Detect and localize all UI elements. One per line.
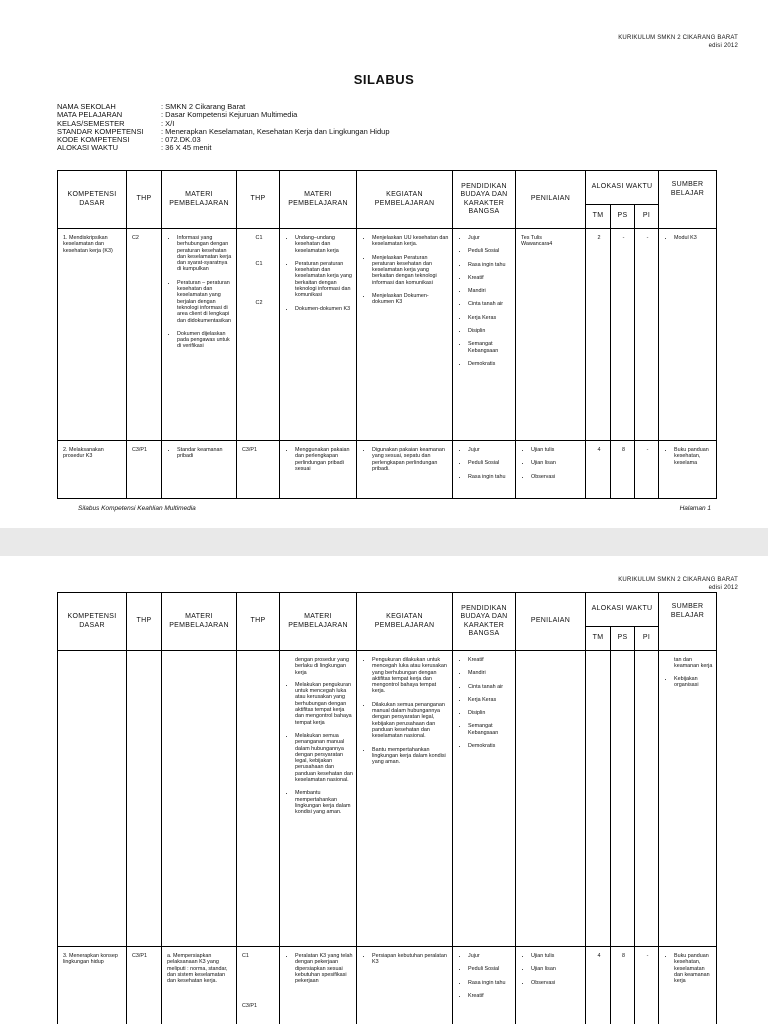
sumber-continuation: tan dan keamanan kerja xyxy=(674,657,713,670)
list-item: • Mandiri xyxy=(468,670,512,676)
materi-cell xyxy=(280,441,357,499)
kegiatan-cell xyxy=(357,229,453,441)
meta-row xyxy=(57,144,390,152)
header-materi: MATERI PEMBELAJARAN xyxy=(162,171,237,229)
list-item: • Buku panduan kesehatan, keselama xyxy=(674,447,713,466)
list-item: • Peraturan peraturan kesehatan dan keselamatan kerja yang berkaitan dengan teknologi informasi dan komunikasi xyxy=(295,261,353,299)
kd-cell: 1. Mendiskripsikan keselamatan dan kesehatan kerja (K3) xyxy=(58,229,127,441)
list-item: • Cinta tanah air xyxy=(468,301,512,307)
materi-cell xyxy=(280,229,357,441)
materi-cell xyxy=(280,651,357,947)
list-item: • Undang–undang kesehatan dan keselamatan kerja xyxy=(295,235,353,254)
header-kompetensi-dasar: KOMPETENSI DASAR xyxy=(58,171,127,229)
syllabus-table-1 xyxy=(57,170,717,499)
list-item: • Kerja Keras xyxy=(468,315,512,321)
materi-cell xyxy=(162,229,237,441)
header-ps: PS xyxy=(611,205,635,229)
list-item: • Rasa ingin tahu xyxy=(468,980,512,986)
meta-value: : 36 X 45 menit xyxy=(161,143,212,153)
list-item: • Disiplin xyxy=(468,710,512,716)
syllabus-table-2 xyxy=(57,592,717,1024)
table-row xyxy=(58,441,717,499)
header-kompetensi-dasar: KOMPETENSI DASAR xyxy=(58,593,127,651)
list-item: • Kreatif xyxy=(468,275,512,281)
header-thp: THP xyxy=(237,593,280,651)
thp-cell: C3/P1 xyxy=(237,441,280,499)
header-thp: THP xyxy=(237,171,280,229)
footer-left: Silabus Kompetensi Keahlian Multimedia xyxy=(78,505,196,512)
page-header xyxy=(618,34,738,50)
list-item: • Menjelaskan Peraturan peraturan kesehatan dan keselamatan kerja yang berkaitan dengan teknologi informasi dan komunikasi xyxy=(372,255,449,286)
list-item: • Peralatan K3 yang telah dengan pekerjaan dipersiapkan sesuai kebutuhan spesifikasi pekerjaan xyxy=(295,953,353,984)
pi-cell: - xyxy=(635,441,659,499)
list-item: • Dokumen-dokumen K3 xyxy=(295,306,353,312)
kegiatan-cell xyxy=(357,651,453,947)
sumber-cell xyxy=(659,651,717,947)
tm-cell: 4 xyxy=(586,441,611,499)
footer-right: Halaman 1 xyxy=(679,505,711,512)
penilaian-item: Wawancara4 xyxy=(521,241,553,248)
pi-cell: - xyxy=(635,229,659,441)
header-penilaian: PENILAIAN xyxy=(516,171,586,229)
thp-cell xyxy=(237,229,280,441)
ps-cell: - xyxy=(611,229,635,441)
list-item: • Ujian lisan xyxy=(531,966,582,972)
materi-continuation: dengan prosedur yang berlaku di lingkungan kerja xyxy=(295,657,349,676)
list-item: • Kreatif xyxy=(468,657,512,663)
sumber-cell xyxy=(659,947,717,1024)
list-item: • Ujian tulis xyxy=(531,953,582,959)
header-pendidikan: PENDIDIKAN BUDAYA DAN KARAKTER BANGSA xyxy=(453,593,516,651)
kd-cell: 2. Melaksanakan prosedur K3 xyxy=(58,441,127,499)
meta-value: : Dasar Kompetensi Kejuruan Multimedia xyxy=(161,110,298,120)
table-row xyxy=(58,229,717,441)
list-item: • Menggunakan pakaian dan perlengkapan perlindungan pribadi sesuai xyxy=(295,447,353,472)
list-item: • Peduli Sosial xyxy=(468,966,512,972)
list-item: • Mandiri xyxy=(468,288,512,294)
thp-cell: C3/P1 xyxy=(127,947,162,1024)
list-item: • Peraturan – peraturan kesehatan dan keselamatan yang berjalan dengan teknologi informasi di area client di lengkapi dan didokumentasikan xyxy=(177,280,233,324)
list-item: • Jujur xyxy=(468,447,512,453)
header-edition: edisi 2012 xyxy=(708,43,738,49)
document-title: SILABUS xyxy=(353,72,415,87)
penilaian-cell xyxy=(516,229,586,441)
list-item: • Observasi xyxy=(531,474,582,480)
pendidikan-cell xyxy=(453,947,516,1024)
header-materi: MATERI PEMBELAJARAN xyxy=(280,171,357,229)
header-alokasi-waktu: ALOKASI WAKTU xyxy=(586,593,659,627)
list-item: • Jujur xyxy=(468,235,512,241)
list-item: • Buku panduan kesehatan, keselamatan dan keamanan kerja xyxy=(674,953,713,984)
list-item: • Demokratis xyxy=(468,743,512,749)
thp-cell: C2 xyxy=(127,229,162,441)
list-item: • Informasi yang berhubungan dengan peraturan kesehatan dan keselamatan kerja dan syarat-syaratnya di kumpulkan xyxy=(177,235,233,273)
list-item: • Jujur xyxy=(468,953,512,959)
list-item: • Menjelaskan Dokumen-dokumen K3 xyxy=(372,293,449,306)
list-item: • Observasi xyxy=(531,980,582,986)
meta-key: MATA PELAJARAN xyxy=(57,110,123,120)
kd-cell: 3. Menerapkan konsep lingkungan hidup xyxy=(58,947,127,1024)
list-item: • Membantu mempertahankan lingkungan kerja dalam kondisi yang aman. xyxy=(295,790,353,815)
header-sumber-belajar: SUMBER BELAJAR xyxy=(659,171,717,229)
table-row xyxy=(58,651,717,947)
header-materi: MATERI PEMBELAJARAN xyxy=(162,593,237,651)
kegiatan-cell xyxy=(357,947,453,1024)
list-item: • Dokumen dijelaskan pada pengawas untuk di verifikasi xyxy=(177,331,233,350)
materi-cell xyxy=(280,947,357,1024)
pi-cell xyxy=(635,651,659,947)
thp-value: C1 xyxy=(255,235,263,241)
tm-cell: 2 xyxy=(586,229,611,441)
table-row xyxy=(58,947,717,1024)
header-edition: edisi 2012 xyxy=(708,585,738,591)
meta-value: : Menerapkan Keselamatan, Kesehatan Kerja dan Lingkungan Hidup xyxy=(161,126,390,136)
meta-key: KODE KOMPETENSI xyxy=(57,135,130,145)
meta-key: NAMA SEKOLAH xyxy=(57,102,116,111)
list-item: • Digunakan pakaian keamanan yang sesuai, sepatu dan perlengkapan perlindungan pribadi. xyxy=(372,447,449,472)
page-header xyxy=(618,576,738,592)
header-kegiatan: KEGIATAN PEMBELAJARAN xyxy=(357,593,453,651)
list-item: • Kerja Keras xyxy=(468,697,512,703)
header-tm: TM xyxy=(586,205,611,229)
ps-cell: 8 xyxy=(611,441,635,499)
list-item: • Persiapan kebutuhan peralatan K3 xyxy=(372,953,449,966)
list-item: • Dilakukan semua penanganan manual dalam hubungannya dengan persyaratan legal, kebijakan perusahaan dan panduan kesehatan dan keselamatan nasional. xyxy=(372,702,449,740)
pendidikan-cell xyxy=(453,441,516,499)
list-item: • Pengukuran dilakukan untuk mencegah luka atau kerusakan yang berhubungan dengan aktifitas tempat kerja dan mengontrol bahaya tempat kerja. xyxy=(372,657,449,695)
list-item: • Semangat Kebangsaan xyxy=(468,723,512,736)
kegiatan-cell xyxy=(357,441,453,499)
list-item: • Modul K3 xyxy=(674,235,713,241)
tm-cell: 4 xyxy=(586,947,611,1024)
thp-cell xyxy=(237,651,280,947)
header-thp: THP xyxy=(127,593,162,651)
list-item: • Disiplin xyxy=(468,328,512,334)
list-item: • Peduli Sosial xyxy=(468,248,512,254)
meta-value: : 072.DK.03 xyxy=(161,135,201,145)
meta-key: KELAS/SEMESTER xyxy=(57,118,125,128)
list-item: • Cinta tanah air xyxy=(468,684,512,690)
meta-key: STANDAR KOMPETENSI xyxy=(57,126,144,136)
ps-cell xyxy=(611,651,635,947)
meta-value: : X/I xyxy=(161,118,175,128)
materi-cell: a. Mempersiapkan pelaksanaan K3 yang meliputi : norma, standar, dan sistem keselamatan dan kesehatan kerja. xyxy=(162,947,237,1024)
list-item: • Ujian tulis xyxy=(531,447,582,453)
sumber-cell xyxy=(659,441,717,499)
header-thp: THP xyxy=(127,171,162,229)
materi-cell xyxy=(162,651,237,947)
list-item: • Peduli Sosial xyxy=(468,460,512,466)
list-item: • Melakukan semua penanganan manual dalam hubungannya dengan persyaratan legal, kebijakan perusahaan dan panduan kesehatan dan keselamatan nasional. xyxy=(295,733,353,783)
header-sumber-belajar: SUMBER BELAJAR xyxy=(659,593,717,651)
penilaian-item: Tes Tulis xyxy=(521,235,542,241)
list-item: • Semangat Kebangsaan xyxy=(468,341,512,354)
header-pendidikan: PENDIDIKAN BUDAYA DAN KARAKTER BANGSA xyxy=(453,171,516,229)
meta-value: : SMKN 2 Cikarang Barat xyxy=(161,102,246,111)
thp-value: C1 xyxy=(255,261,263,268)
header-school: KURIKULUM SMKN 2 CIKARANG BARAT xyxy=(618,577,738,583)
tm-cell xyxy=(586,651,611,947)
materi-cell xyxy=(162,441,237,499)
pendidikan-cell xyxy=(453,651,516,947)
penilaian-cell xyxy=(516,441,586,499)
header-penilaian: PENILAIAN xyxy=(516,593,586,651)
header-materi: MATERI PEMBELAJARAN xyxy=(280,593,357,651)
pendidikan-cell xyxy=(453,229,516,441)
list-item: • Melakukan pengukuran untuk mencegah luka atau kerusakan yang berhubungan dengan aktifitas tempat kerja dan mengontrol bahaya tempat kerja xyxy=(295,682,353,726)
header-pi: PI xyxy=(635,205,659,229)
header-pi: PI xyxy=(635,627,659,651)
list-item: • Standar keamanan pribadi xyxy=(177,447,233,460)
ps-cell: 8 xyxy=(611,947,635,1024)
thp-value: C2 xyxy=(255,299,263,306)
kd-cell xyxy=(58,651,127,947)
list-item: • Kreatif xyxy=(468,993,512,999)
page-2 xyxy=(0,556,768,1024)
list-item: • Demokratis xyxy=(468,361,512,367)
thp-cell xyxy=(237,947,280,1024)
penilaian-cell xyxy=(516,651,586,947)
thp-value: C1 xyxy=(242,953,249,959)
list-item: • Rasa ingin tahu xyxy=(468,474,512,480)
header-school: KURIKULUM SMKN 2 CIKARANG BARAT xyxy=(618,35,738,41)
list-item: • Rasa ingin tahu xyxy=(468,262,512,268)
header-ps: PS xyxy=(611,627,635,651)
thp-value: C3/P1 xyxy=(242,1003,257,1010)
list-item: • Kebijakan organisasi xyxy=(674,676,713,689)
list-item: • Bantu mempertahankan lingkungan kerja dalam kondisi yang aman. xyxy=(372,747,449,766)
pi-cell: - xyxy=(635,947,659,1024)
meta-key: ALOKASI WAKTU xyxy=(57,143,118,153)
sumber-cell xyxy=(659,229,717,441)
header-tm: TM xyxy=(586,627,611,651)
header-alokasi-waktu: ALOKASI WAKTU xyxy=(586,171,659,205)
penilaian-cell xyxy=(516,947,586,1024)
meta-table xyxy=(57,103,390,153)
list-item: • Ujian lisan xyxy=(531,460,582,466)
thp-cell: C3/P1 xyxy=(127,441,162,499)
header-kegiatan: KEGIATAN PEMBELAJARAN xyxy=(357,171,453,229)
thp-cell xyxy=(127,651,162,947)
list-item: • Menjelaskan UU kesehatan dan keselamatan kerja. xyxy=(372,235,449,248)
